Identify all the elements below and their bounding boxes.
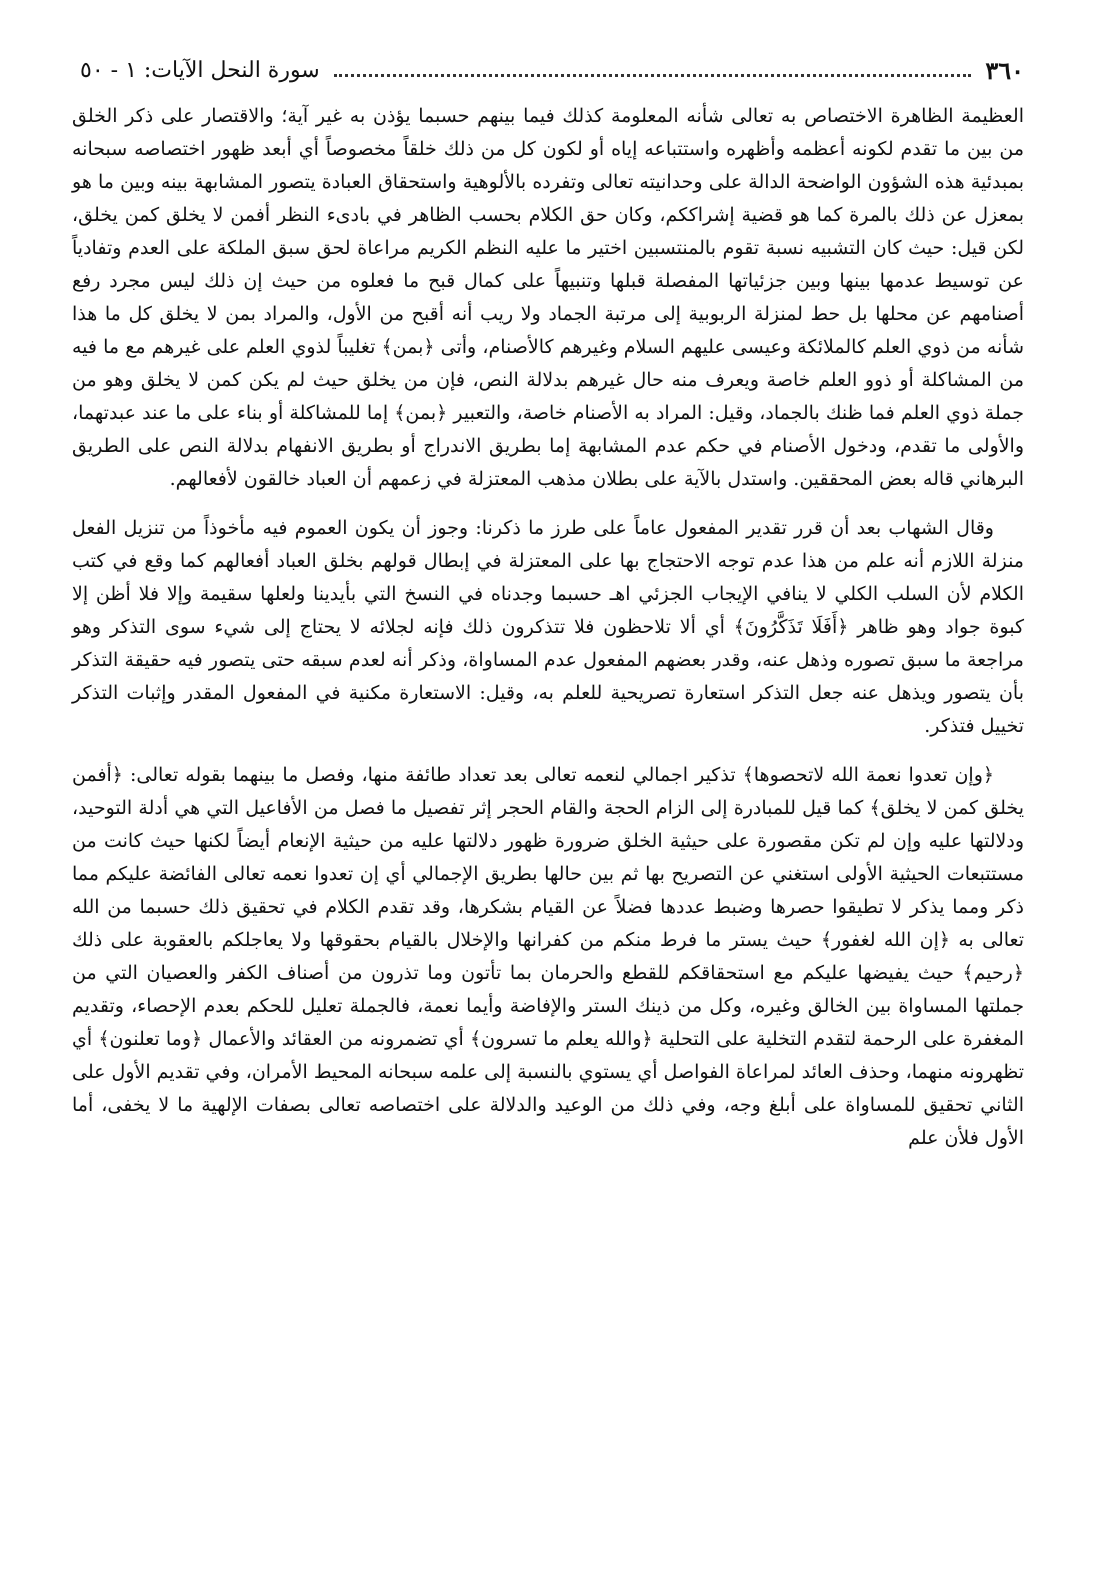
page-header [80, 50, 1024, 90]
paragraph-1: العظيمة الظاهرة الاختصاص به تعالى شأنه المعلومة كذلك فيما بينهم حسبما يؤذن به غير آية؛ والاقتصار على ذكر الخلق من بين ما تقدم لكونه أعظمه وأظهره واستتباعه إياه أو لكون كل من ذلك خلقاً مخصوصاً أي أبعد ظهور اختصاصه سبحانه بمبدئية هذه الشؤون الواضحة الدالة على وحدانيته تعالى وتفرده بالألوهية واستحقاق العبادة يتصور المشابهة بينه وبين ما هو بمعزل عن ذلك بالمرة كما هو قضية إشراككم، وكان حق الكلام بحسب الظاهر في بادىء النظر أفمن لا يخلق كمن يخلق، لكن قيل: حيث كان التشبيه نسبة تقوم بالمنتسبين اختير ما عليه النظم الكريم مراعاة لحق سبق الملكة على العدم وتفادياً عن توسيط عدمها بينها وبين جزئياتها المفصلة قبلها وتنبيهاً على كمال قبح ما فعلوه من حيث إن ذلك ليس مجرد رفع أصنامهم عن محلها بل حط لمنزلة الربوبية إلى مرتبة الجماد ولا ريب أنه أقبح من الأول، والمراد بمن لا يخلق كل ما هذا شأنه من ذوي العلم كالملائكة وعيسى عليهم السلام وغيرهم كالأصنام، وأتى ﴿بمن﴾ تغليباً لذوي العلم على غيرهم مع ما فيه من المشاكلة أو ذوو العلم خاصة ويعرف منه حال غيرهم بدلالة النص، فإن من يخلق حيث لم يكن كمن لا يخلق وهو من جملة ذوي العلم فما ظنك بالجماد، وقيل: المراد به الأصنام خاصة، والتعبير ﴿بمن﴾ إما للمشاكلة أو بناء على ما عند عبدتهما، والأولى ما تقدم، ودخول الأصنام في حكم عدم المشابهة إما بطريق الاندراج أو بطريق الانفهام بدلالة النص على الطريق البرهاني قاله بعض المحققين. واستدل بالآية على بطلان مذهب المعتزلة في زعمهم أن العباد خالقون لأفعالهم. [72, 105, 1024, 490]
body-text [72, 100, 1024, 1155]
paragraph-3: ﴿وإن تعدوا نعمة الله لاتحصوها﴾ تذكير اجمالي لنعمه تعالى بعد تعداد طائفة منها، وفصل ما بينهما بقوله تعالى: ﴿أفمن يخلق كمن لا يخلق﴾ كما قيل للمبادرة إلى الزام الحجة والقام الحجر إثر تفصيل ما فصل من الأفاعيل التي هي أدلة التوحيد، ودلالتها عليه وإن لم تكن مقصورة على حيثية الخلق ضرورة ظهور دلالتها عليه من حيثية الإنعام أيضاً لكنها حيث كانت من مستتبعات الحيثية الأولى استغني عن التصريح بها ثم بين حالها بطريق الإجمالي أي إن تعدوا نعمه تعالى الفائضة عليكم مما ذكر ومما يذكر لا تطيقوا حصرها وضبط عددها فضلاً عن القيام بشكرها، وقد تقدم الكلام في تحقيق ذلك حسبما من الله تعالى به ﴿إن الله لغفور﴾ حيث يستر ما فرط منكم من كفرانها والإخلال بالقيام بحقوقها ولا يعاجلكم بالعقوبة على ذلك ﴿رحيم﴾ حيث يفيضها عليكم مع استحقاقكم للقطع والحرمان بما تأتون وما تذرون من أصناف الكفر والعصيان التي من جملتها المساواة بين الخالق وغيره، وكل من ذينك الستر والإفاضة وأيما نعمة، فالجملة تعليل للحكم بعدم الإحصاء، وتقديم المغفرة على الرحمة لتقدم التخلية على التحلية ﴿والله يعلم ما تسرون﴾ أي تضمرونه من العقائد والأعمال ﴿وما تعلنون﴾ أي تظهرونه منهما، وحذف العائد لمراعاة الفواصل أي يستوي بالنسبة إلى علمه سبحانه المحيط الأمران، وفي تقديم الأول على الثاني تحقيق للمساواة على أبلغ وجه، وفي ذلك من الوعيد والدلالة على اختصاصه تعالى بصفات الإلهية ما لا يخفى، أما الأول فلأن علم [72, 764, 1024, 1149]
header-dotted-leader [334, 74, 972, 77]
running-title: سورة النحل الآيات: ١ - ٥٠ [80, 57, 320, 83]
paragraph-2: وقال الشهاب بعد أن قرر تقدير المفعول عاماً على طرز ما ذكرنا: وجوز أن يكون العموم فيه مأخوذاً من تنزيل الفعل منزلة اللازم أنه علم من هذا عدم توجه الاحتجاج بها على المعتزلة في إبطال قولهم بخلق العباد أفعالهم كما وقع في كتب الكلام لأن السلب الكلي لا ينافي الإيجاب الجزئي اهـ حسبما وجدناه في النسخ التي بأيدينا ولعلها سقيمة وإلا فلا أظن إلا كبوة جواد وهو ظاهر ﴿أَفَلَا تَذَكَّرُونَ﴾ أي ألا تلاحظون فلا تتذكرون ذلك فإنه لجلائه لا يحتاج إلى شيء سوى التذكر وهو مراجعة ما سبق تصوره وذهل عنه، وقدر بعضهم المفعول عدم المساواة، وذكر أنه لعدم سبقه حتى يتصور فيه حقيقة التذكر بأن يتصور ويذهل عنه جعل التذكر استعارة تصريحية للعلم به، وقيل: الاستعارة مكنية في المفعول المقدر وإثبات التذكر تخييل فتذكر. [72, 517, 1024, 737]
page-number: ٣٦٠ [985, 55, 1024, 85]
